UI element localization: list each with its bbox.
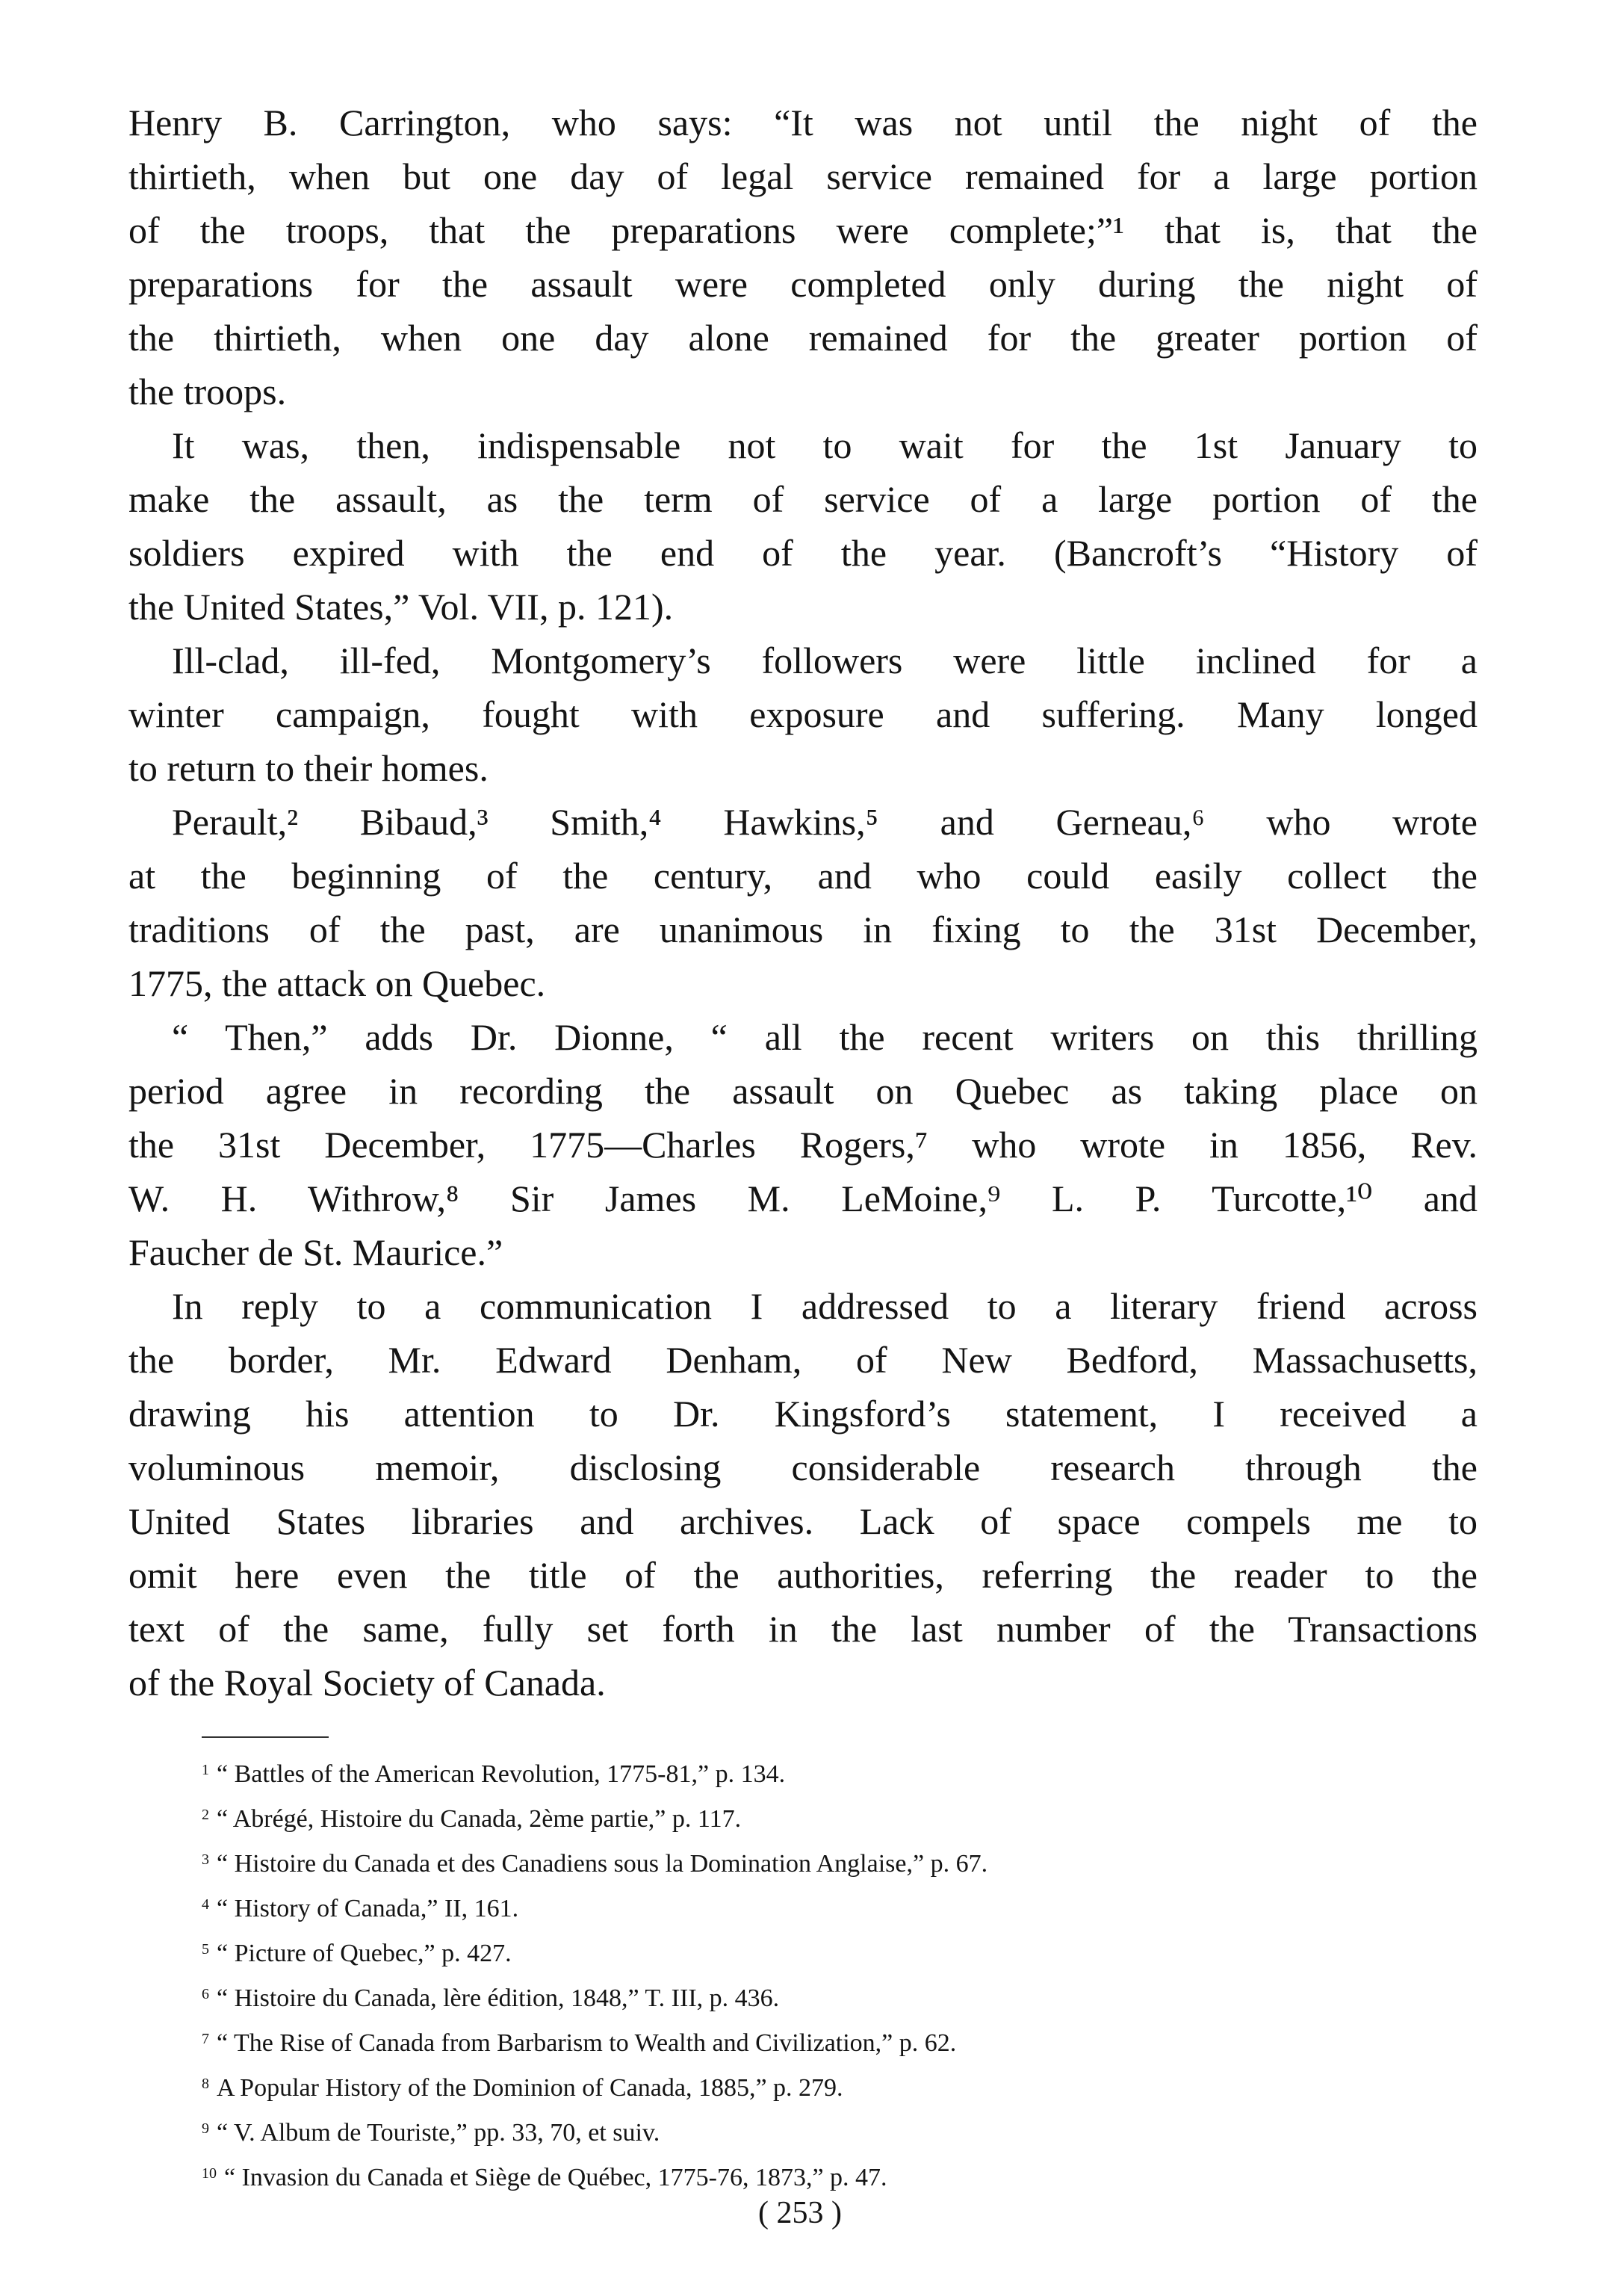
footnote-text: “ History of Canada,” II, 161.	[217, 1895, 519, 1922]
footnote-number: 9	[202, 2120, 209, 2137]
paragraph-2	[128, 418, 1477, 634]
paragraph-4	[128, 795, 1477, 1010]
text-line: text of the same, fully set forth in the last number of the Transactions	[128, 1608, 1477, 1650]
footnote	[202, 2108, 1477, 2153]
footnote-text: “ Histoire du Canada, lère édition, 1848,” T. III, p. 436.	[217, 1984, 780, 2012]
text-line: period agree in recording the assault on Quebec as taking place on	[128, 1070, 1477, 1112]
text-line: Ill-clad, ill-fed, Montgomery’s followers were little inclined for a	[172, 640, 1477, 681]
paragraph-1	[128, 96, 1477, 418]
text-line: the troops.	[128, 371, 287, 412]
paragraph-3	[128, 634, 1477, 795]
footnote-number: 1	[202, 1762, 209, 1778]
text-line: 1775, the attack on Quebec.	[128, 962, 546, 1004]
footnote-text: “ Battles of the American Revolution, 1775-81,” p. 134.	[217, 1760, 786, 1788]
footnote-text: “ Histoire du Canada et des Canadiens sous la Domination Anglaise,” p. 67.	[217, 1850, 988, 1878]
text-line: at the beginning of the century, and who could easily collect the	[128, 855, 1477, 897]
footnote	[202, 1929, 1477, 1974]
footnote-text: “ Abrégé, Histoire du Canada, 2ème partie,” p. 117.	[217, 1805, 742, 1833]
footnote	[202, 2153, 1477, 2198]
text-line: the 31st December, 1775—Charles Rogers,⁷ who wrote in 1856, Rev.	[128, 1124, 1477, 1166]
footnote-number: 10	[202, 2165, 217, 2182]
footnote-number: 7	[202, 2031, 209, 2047]
footnote	[202, 1750, 1477, 1795]
footnote	[202, 1884, 1477, 1929]
page-body	[128, 96, 1477, 2198]
footnote	[202, 1974, 1477, 2019]
text-line: traditions of the past, are unanimous in fixing to the 31st December,	[128, 909, 1477, 950]
text-line: United States libraries and archives. Lack of space compels me to	[128, 1500, 1477, 1542]
text-line: of the troops, that the preparations were complete;”¹ that is, that the	[128, 209, 1477, 251]
text-line: voluminous memoir, disclosing considerable research through the	[128, 1446, 1477, 1488]
text-line: omit here even the title of the authorities, referring the reader to the	[128, 1554, 1477, 1596]
text-line: the United States,” Vol. VII, p. 121).	[128, 586, 674, 628]
footnote-text: A Popular History of the Dominion of Canada, 1885,” p. 279.	[217, 2074, 843, 2102]
footnote-number: 2	[202, 1807, 209, 1823]
text-line: to return to their homes.	[128, 747, 489, 789]
text-line: drawing his attention to Dr. Kingsford’s statement, I received a	[128, 1393, 1477, 1435]
text-line: preparations for the assault were completed only during the night of	[128, 263, 1477, 305]
text-line: soldiers expired with the end of the year. (Bancroft’s “History of	[128, 532, 1477, 574]
page-number: ( 253 )	[758, 2196, 842, 2230]
paragraph-6	[128, 1279, 1477, 1709]
text-line: In reply to a communication I addressed to a literary friend across	[172, 1285, 1477, 1327]
footnote-text: “ The Rise of Canada from Barbarism to Wealth and Civilization,” p. 62.	[217, 2029, 957, 2057]
footnote	[202, 1795, 1477, 1839]
footnote-number: 6	[202, 1986, 209, 2002]
footnotes	[128, 1750, 1477, 2198]
footnote-divider	[202, 1736, 329, 1738]
paragraph-5	[128, 1010, 1477, 1279]
text-line: Perault,² Bibaud,³ Smith,⁴ Hawkins,⁵ and Gerneau,⁶ who wrote	[172, 801, 1477, 843]
text-line: of the Royal Society of Canada.	[128, 1662, 606, 1704]
text-line: Faucher de St. Maurice.”	[128, 1231, 503, 1273]
footnote-number: 8	[202, 2076, 209, 2092]
text-line: make the assault, as the term of service of a large portion of the	[128, 478, 1477, 520]
footnote-text: “ V. Album de Touriste,” pp. 33, 70, et suiv.	[217, 2119, 660, 2147]
text-line: It was, then, indispensable not to wait for the 1st January to	[172, 424, 1477, 466]
text-line: winter campaign, fought with exposure and suffering. Many longed	[128, 693, 1477, 735]
footnote-number: 4	[202, 1896, 209, 1913]
footnote-text: “ Picture of Quebec,” p. 427.	[217, 1940, 512, 1967]
text-line: the border, Mr. Edward Denham, of New Bedford, Massachusetts,	[128, 1339, 1477, 1381]
footnote-number: 3	[202, 1851, 209, 1868]
main-text	[128, 96, 1477, 1709]
text-line: W. H. Withrow,⁸ Sir James M. LeMoine,⁹ L. P. Turcotte,¹⁰ and	[128, 1178, 1477, 1219]
footnote	[202, 2064, 1477, 2108]
text-line: Henry B. Carrington, who says: “It was not until the night of the	[128, 102, 1477, 143]
footnote	[202, 2019, 1477, 2064]
text-line: thirtieth, when but one day of legal service remained for a large portion	[128, 155, 1477, 197]
footnote	[202, 1839, 1477, 1884]
footnote-number: 5	[202, 1941, 209, 1958]
text-line: the thirtieth, when one day alone remained for the greater portion of	[128, 317, 1477, 359]
text-line: “ Then,” adds Dr. Dionne, “ all the recent writers on this thrilling	[172, 1016, 1477, 1058]
footnote-text: “ Invasion du Canada et Siège de Québec, 1775-76, 1873,” p. 47.	[224, 2164, 887, 2191]
